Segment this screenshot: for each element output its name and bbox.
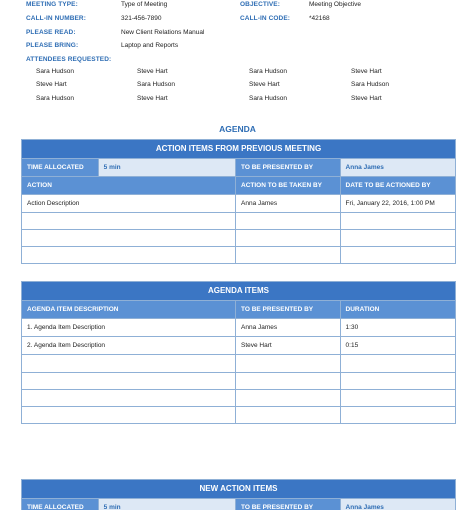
table-row <box>22 212 455 229</box>
presented-by-value[interactable]: Anna James <box>340 159 455 176</box>
time-allocated-value[interactable]: 5 min <box>98 499 235 510</box>
column-header-taken-by: ACTION TO BE TAKEN BY <box>235 177 340 194</box>
presented-by-label: TO BE PRESENTED BY <box>235 499 340 510</box>
table-cell[interactable] <box>22 355 235 372</box>
previous-action-items-title: ACTION ITEMS FROM PREVIOUS MEETING <box>22 140 455 158</box>
table-cell[interactable]: 0:15 <box>340 337 455 354</box>
attendee: Sara Hudson <box>137 81 175 88</box>
callin-number-label: CALL-IN NUMBER: <box>26 15 86 22</box>
presented-by-label: TO BE PRESENTED BY <box>235 159 340 176</box>
meeting-type-label: MEETING TYPE: <box>26 1 78 8</box>
table-cell[interactable]: 1. Agenda Item Description <box>22 319 235 336</box>
column-header-duration: DURATION <box>340 301 455 318</box>
column-header-action: ACTION <box>22 177 235 194</box>
objective-value: Meeting Objective <box>309 1 362 8</box>
table-cell[interactable]: Action Description <box>22 195 235 212</box>
new-action-items-title: NEW ACTION ITEMS <box>22 480 455 498</box>
attendee: Steve Hart <box>137 95 168 102</box>
table-row <box>22 354 455 372</box>
callin-code-value: *42168 <box>309 15 330 22</box>
table-row <box>22 194 455 212</box>
agenda-items-title: AGENDA ITEMS <box>22 282 455 300</box>
table-row <box>22 336 455 354</box>
attendee: Sara Hudson <box>36 95 74 102</box>
attendee: Sara Hudson <box>36 68 74 75</box>
callin-code-label: CALL-IN CODE: <box>240 15 291 22</box>
table-cell[interactable] <box>235 373 340 389</box>
attendee: Steve Hart <box>36 81 67 88</box>
table-cell[interactable] <box>235 407 340 423</box>
agenda-heading: AGENDA <box>219 124 256 134</box>
column-header-row <box>22 300 455 318</box>
table-cell[interactable]: Anna James <box>235 319 340 336</box>
table-cell[interactable] <box>340 230 455 246</box>
attendee: Sara Hudson <box>351 81 389 88</box>
table-row <box>22 406 455 423</box>
table-cell[interactable] <box>340 213 455 229</box>
attendee: Sara Hudson <box>249 68 287 75</box>
table-cell[interactable]: 1:30 <box>340 319 455 336</box>
table-row <box>22 389 455 406</box>
agenda-items-table <box>21 281 456 424</box>
callin-number-value: 321-456-7890 <box>121 15 162 22</box>
objective-label: OBJECTIVE: <box>240 1 281 8</box>
table-cell[interactable] <box>340 373 455 389</box>
table-cell[interactable]: 2. Agenda Item Description <box>22 337 235 354</box>
attendees-label: ATTENDEES REQUESTED: <box>26 56 112 63</box>
attendee: Steve Hart <box>137 68 168 75</box>
time-allocated-row <box>22 158 455 176</box>
presented-by-value[interactable]: Anna James <box>340 499 455 510</box>
table-cell[interactable] <box>22 230 235 246</box>
table-cell[interactable] <box>340 407 455 423</box>
please-bring-value: Laptop and Reports <box>121 42 179 49</box>
table-cell[interactable]: Steve Hart <box>235 337 340 354</box>
please-bring-label: PLEASE BRING: <box>26 42 79 49</box>
table-cell[interactable] <box>340 390 455 406</box>
table-cell[interactable] <box>235 230 340 246</box>
attendee: Steve Hart <box>351 68 382 75</box>
new-action-items-table <box>21 479 456 510</box>
table-cell[interactable]: Fri, January 22, 2016, 1:00 PM <box>340 195 455 212</box>
table-cell[interactable] <box>22 373 235 389</box>
please-read-value: New Client Relations Manual <box>121 29 205 36</box>
time-allocated-label: TIME ALLOCATED <box>22 499 98 510</box>
table-row <box>22 372 455 389</box>
table-cell[interactable] <box>22 247 235 263</box>
table-cell[interactable] <box>22 213 235 229</box>
time-allocated-label: TIME ALLOCATED <box>22 159 98 176</box>
table-cell[interactable] <box>235 390 340 406</box>
table-cell[interactable]: Anna James <box>235 195 340 212</box>
table-row <box>22 229 455 246</box>
table-cell[interactable] <box>235 247 340 263</box>
table-cell[interactable] <box>235 355 340 372</box>
column-header-presented-by: TO BE PRESENTED BY <box>235 301 340 318</box>
table-row <box>22 318 455 336</box>
previous-action-items-table <box>21 139 456 264</box>
table-cell[interactable] <box>340 247 455 263</box>
time-allocated-row <box>22 498 455 510</box>
table-row <box>22 246 455 263</box>
please-read-label: PLEASE READ: <box>26 29 76 36</box>
meeting-type-value: Type of Meeting <box>121 1 168 8</box>
column-header-row <box>22 176 455 194</box>
table-cell[interactable] <box>22 407 235 423</box>
attendee: Steve Hart <box>351 95 382 102</box>
table-cell[interactable] <box>22 390 235 406</box>
column-header-date: DATE TO BE ACTIONED BY <box>340 177 455 194</box>
attendee: Steve Hart <box>249 81 280 88</box>
column-header-description: AGENDA ITEM DESCRIPTION <box>22 301 235 318</box>
table-cell[interactable] <box>340 355 455 372</box>
table-cell[interactable] <box>235 213 340 229</box>
time-allocated-value[interactable]: 5 min <box>98 159 235 176</box>
attendee: Sara Hudson <box>249 95 287 102</box>
